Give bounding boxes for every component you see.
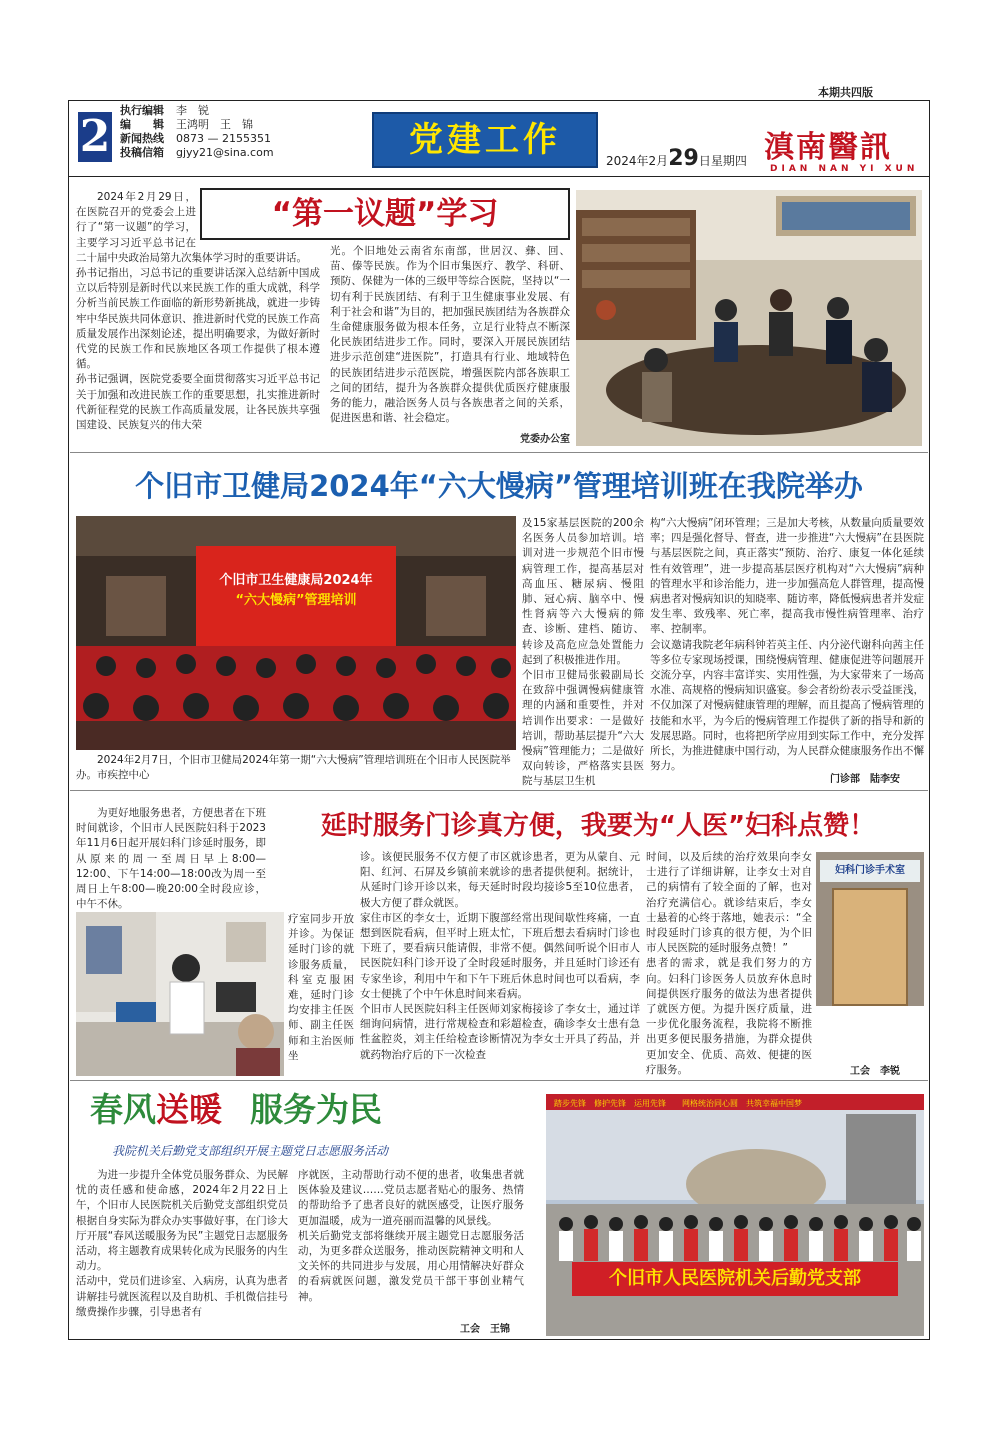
article3-side-text: 疗室同步开放并诊。为保证延时门诊的就诊服务质量，科室克服困难，延时门诊均安排主任医师、副主任医师和主治医师坐 [288, 913, 354, 1062]
divider [70, 1080, 928, 1081]
article4-title [90, 1086, 510, 1134]
article1-col1-text: 2024年2月29日，在医院召开的党委会上进行了“第一议题”的学习，主要学习习近平总书记在二十届中央政治局第九次集体学习时的重要讲话。 孙书记指出，习总书记的重要讲话深入总结新中国成立以后特别是新时代以来民族工作的重大成就，科学分析当前民族工作面临的新形势新挑战，就进一步铸牢中华民族共同体意识、推进新时代党的民族工作高质量发展作出深刻论述，提出明确要求，为做好新时代党的民族工作和民族地区各项工作提供了根本遵循。 孙书记强调，医院党委要全面贯彻落实习近平总书记关于加强和改进民族工作的重要思想，扎实推进新时代新征程党的民族工作高质量发展，让各民族共享强国建设、民族复兴的伟大荣 [76, 191, 320, 432]
article4-byline: 工会 王锦 [460, 1324, 510, 1335]
title-part-c: 服务为民 [250, 1090, 382, 1129]
banner-line-2: “六大慢病”管理培训 [235, 593, 357, 608]
article4-column-1: 为进一步提升全体党员服务群众、为民解忧的责任感和使命感，2024年2月22日上午，个旧市人民医院机关后勤党支部组织党员根据自身实际为群众办实事做好事，在门诊大厅开展“春风送暖服务为民”主题党日志愿服务活动，将主题教育成果转化成为民服务的内生动力。 活动中，党员们进诊室、入病房，认真为患者讲解挂号就医流程以及自助机、手机微信挂号缴费操作步骤，引导患者有 [76, 1169, 288, 1318]
divider [70, 452, 928, 453]
editor-row: 新闻热线 0873 — 2155351 [120, 132, 271, 145]
page-number: 2 [79, 111, 111, 162]
article3-column-3: 时间，以及后续的治疗效果向李女士进行了详细讲解，让李女士对自己的病情有了较全面的了解，也对治疗充满信心。就诊结束后，李女士悬着的心终于落地，她表示：“全时段延时门诊真的很方便，为个旧市人民医院的延时服务点赞！” 患者的需求，就是我们努力的方向。妇科门诊医务人员放弃休息时间提供医疗服务的做法为患者提供了就医方便。为提升医疗质量，进一步优化服务流程，我院将不断推出更多便民服务措施，为群众提供更加安全、优质、高效、便捷的医疗服务。 [646, 851, 812, 1076]
door-panel [832, 888, 908, 1006]
door-sign: 妇科门诊手术室 [820, 860, 920, 882]
article3-column-2: 诊。该便民服务不仅方便了市区就诊患者，更为从蒙自、元阳、红河、石屏及乡镇前来就诊的患者提供便利。据统计，从延时门诊开诊以来，每天延时时段均接诊5至10位患者，极大方便了群众就医。 家住市区的李女士，近期下腹部经常出现间歇性疼痛，一直想到医院看病，但平时上班太忙，下班后想去看病时门诊也下班了，要看病只能请假，非常不便。偶然间听说个旧市人民医院妇科门诊开设了全时段延时服务，并且延时门诊还有专家坐诊，利用中午和下午下班后休息时间也可以看病，李女士便挑了个中午休息时间来看病。 个旧市人民医院妇科主任医师刘家梅接诊了李女士，通过详细询问病情，进行常规检查和彩超检查，确诊李女士患有急性盆腔炎，刘主任给检查诊断情况为李女士开具了药品，并就药物治疗后的下一次检查 [360, 851, 640, 1061]
editor-row: 投稿信箱 gjyy21@sina.com [120, 146, 274, 159]
article3-byline: 工会 李锐 [850, 1066, 900, 1077]
article1-column-2: 光。个旧地处云南省东南部，世居汉、彝、回、苗、傣等民族。作为个旧市集医疗、教学、科研、预防、保健为一体的三级甲等综合医院，坚持以“一切有利于民族团结、有利于卫生健康事业发展、有利于社会和谐”为目的，把加强民族团结为各族群众生命健康服务做为根本任务，立足行业特点不断深化民族团结进步工作。同时，要深入开展民族团结进步示范创建“进医院”，打造具有行业、地域特色的民族团结进步示范医院，增强医院内部各族职工之间的团结，提升为各族群众提供优质医疗健康服务的能力，融洽医务人员与各族患者之间的关系，促进医患和谐、社会稳定。 [330, 245, 570, 425]
article3-clinic-photo [76, 912, 284, 1076]
article2-column-2: 及15家基层医院的200余名医务人员参加培训。培训对进一步规范个旧市慢病管理工作，提高基层对高血压、糖尿病、慢阻肺、冠心病、脑卒中、慢性肾病等六大慢病的筛查、诊断、建档、随访、转诊及高危应急处置能力起到了积极推进作用。 个旧市卫健局张毅副局长在致辞中强调慢病健康管理的内涵和重要性，并对培训作出要求：一是做好培训，帮助基层提升“六大慢病”管理能力；二是做好双向转诊，严格落实县医院与基层卫生机 [522, 517, 644, 788]
editor-box [120, 104, 274, 160]
article1-title: “第一议题”学习 [271, 196, 499, 232]
title-part-b: 送暖 [156, 1090, 222, 1129]
group-photo-banner: 个旧市人民医院机关后勤党支部 [609, 1268, 861, 1289]
article4-subtitle: 我院机关后勤党支部组织开展主题党日志愿服务活动 [112, 1144, 389, 1158]
article1-byline: 党委办公室 [520, 434, 570, 445]
editor-row: 执行编辑 李 锐 [120, 104, 209, 117]
article2-caption: 2024年2月7日，个旧市卫健局2024年第一期“六大慢病”管理培训班在个旧市人民医院举办。市疾控中心 [76, 754, 511, 781]
article4-group-photo [546, 1094, 924, 1336]
masthead-english: DIAN NAN YI XUN [770, 164, 919, 174]
divider [70, 790, 928, 791]
issue-date: 2024年2月29日星期四 [606, 146, 747, 171]
article3-lead-full [76, 896, 354, 912]
article2-byline: 门诊部 陆李安 [830, 774, 900, 785]
issue-note: 本期共四版 [818, 86, 873, 99]
article2-title: 个旧市卫健局2024年“六大慢病”管理培训班在我院举办 [135, 469, 863, 503]
masthead-logo: 滇南醫訊 [764, 130, 892, 165]
article1-meeting-photo [576, 190, 922, 446]
section-title: 党建工作 [372, 112, 598, 168]
photo-top-text: 踏步先锋 修护先锋 运用先锋 网格统治同心圆 共筑幸福中国梦 [554, 1099, 802, 1108]
article3-title: 延时服务门诊真方便，我要为“人医”妇科点赞！ [320, 811, 876, 841]
editor-row: 编 辑 王鸿明 王 锦 [120, 118, 253, 131]
header-divider [68, 176, 930, 177]
article3-door-photo [816, 852, 924, 1006]
article3-lead: 为更好地服务患者，方便患者在下班时间就诊，个旧市人民医院妇科于2023年11月6日起开展妇科门诊延时服务，即从原来的周一至周日早上8:00—12:00、下午14:00—18:00改为周一至周日上午8:00—晚20:00全时段应诊，中午不休。 [76, 807, 266, 911]
article2-column-3: 构“六大慢病”闭环管理；三是加大考核，从数量向质量要效率；四是强化督导、督查，进一步推进“六大慢病”在县医院与基层医院之间，真正落实“预防、治疗、康复一体化延续性有效管理”，进一步提高基层医疗机构对“六大慢病”病种的管理水平和诊治能力，进一步加强高危人群管理，提高慢病患者对慢病知识的知晓率、随访率，降低慢病患者并发症发生率、致残率、死亡率，提高我市慢性病管理率、治疗率、控制率。 会议邀请我院老年病科钟若英主任、内分泌代谢科向茜主任等多位专家现场授课，围绕慢病管理、健康促进等问题展开交流分享，内容丰富详实、实用性强，为大家带来了一场高水准、高规格的慢病知识盛宴。参会者纷纷表示受益匪浅，不仅加深了对慢病健康管理的理解，而且提高了慢病管理的技能和水平，为今后的慢病管理工作提供了新的指导和新的发展思路。同时，也将把所学应用到实际工作中，充分发挥所长，为推进健康中国行动，为人民群众健康服务作出不懈努力。 [650, 517, 924, 773]
article1-column-1 [76, 190, 320, 446]
article2-training-photo [76, 516, 516, 750]
title-part-a: 春风 [90, 1090, 156, 1129]
article4-column-2: 序就医，主动帮助行动不便的患者，收集患者就医体验及建议……党员志愿者贴心的服务、热情的帮助给予了患者良好的就医感受，让医疗服务更加温暖，成为一道亮丽而温馨的风景线。 机关后勤党支部将继续开展主题党日志愿服务活动，为更多群众送服务，推动医院精神文明和人文关怀的共同进步与发展，用心用情解决好群众的看病就医问题，激发党员干部干事创业精气神。 [298, 1169, 524, 1303]
banner-line-1: 个旧市卫生健康局2024年 [219, 573, 373, 588]
